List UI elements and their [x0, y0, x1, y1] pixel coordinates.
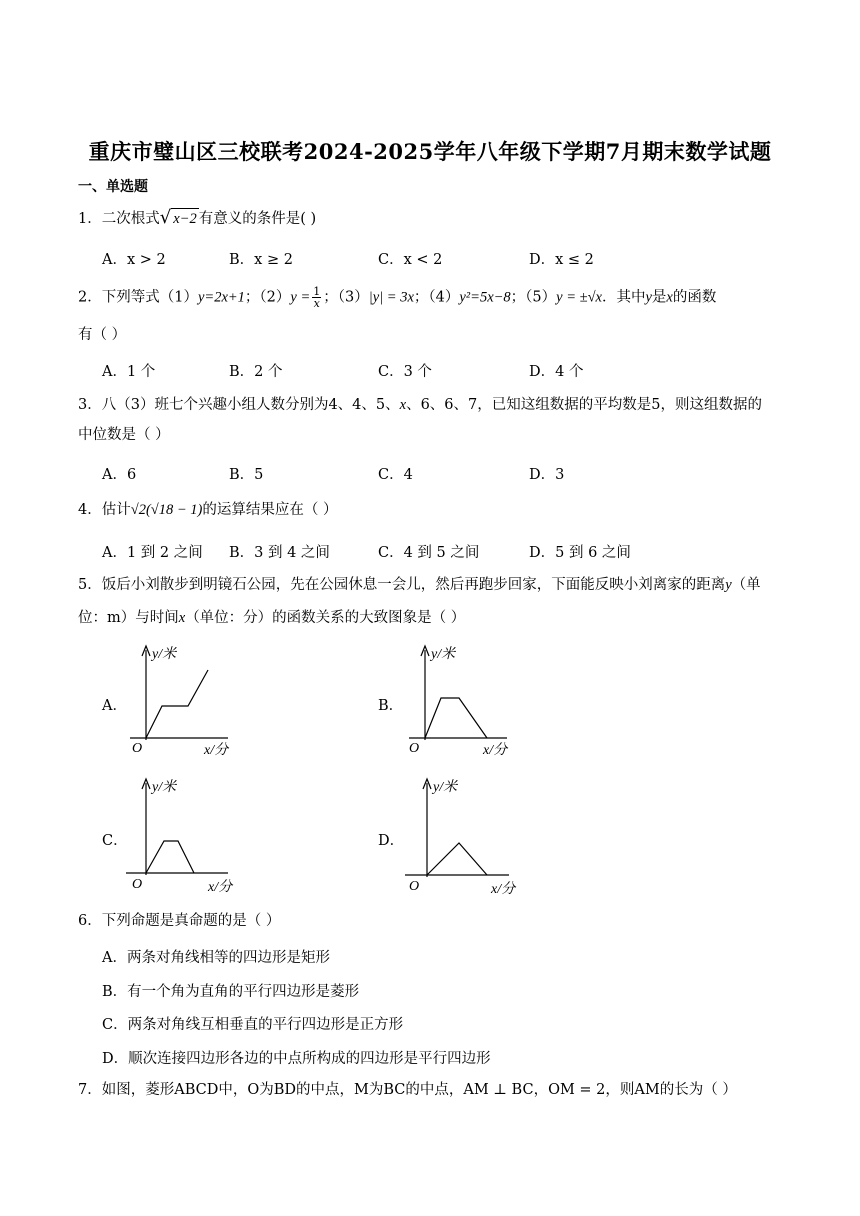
x-axis-label: x/分	[491, 882, 516, 897]
graph-c-label[interactable]: C．	[102, 833, 128, 849]
q3-option-d[interactable]: D．3	[529, 467, 565, 483]
origin-label: O	[409, 741, 420, 756]
q5-var-y: y	[725, 577, 732, 593]
q6-number: 6．	[78, 913, 102, 929]
q4-pre: 估计	[101, 502, 131, 518]
q4-post: 的运算结果应在（ ）	[202, 502, 338, 518]
q6-option-b[interactable]: B．有一个角为直角的平行四边形是菱形	[102, 984, 360, 1000]
q4-number: 4．	[78, 502, 102, 518]
q4-option-d[interactable]: D．5 到 6 之间	[529, 545, 631, 561]
q4-option-a[interactable]: A．1 到 2 之间	[102, 545, 203, 561]
x-axis-label: x/分	[483, 743, 508, 758]
graph-a-line	[146, 670, 208, 738]
graph-d	[397, 773, 532, 898]
graph-b	[397, 640, 527, 760]
q6-option-c[interactable]: C．两条对角线互相垂直的平行四边形是正方形	[102, 1017, 404, 1033]
q2-text-5: ；（5）	[510, 289, 557, 306]
question-6	[78, 911, 280, 931]
q2-text-8: 的函数	[672, 289, 717, 306]
q2-var-y: y	[645, 289, 652, 306]
q2-text-7: 是	[651, 289, 667, 306]
origin-label: O	[132, 741, 143, 756]
graph-b-label[interactable]: B．	[378, 698, 404, 714]
q3-var-x: x	[399, 397, 407, 413]
origin-label: O	[409, 879, 420, 894]
q2-eq-2-lhs: y =	[290, 289, 311, 306]
q2-text-6: ．其中	[601, 289, 646, 306]
question-4	[78, 500, 337, 520]
q2-line-2: 有（ ）	[78, 327, 127, 343]
question-5	[78, 575, 761, 595]
q2-text-1: 下列等式（1）	[101, 289, 198, 306]
y-axis-label: y/米	[433, 780, 458, 795]
graph-d-line	[427, 843, 487, 875]
q2-option-c[interactable]: C．3 个	[378, 364, 432, 380]
q1-option-b[interactable]: B．x ≥ 2	[229, 252, 293, 268]
fraction-numerator: 1	[313, 285, 321, 298]
q6-stem: 下列命题是真命题的是（ ）	[101, 913, 281, 929]
origin-label: O	[132, 877, 143, 892]
q3-option-b[interactable]: B．5	[229, 467, 264, 483]
q3-text-1: 八（3）班七个兴趣小组人数分别为4、4、5、	[101, 397, 400, 413]
q1-option-a[interactable]: A．x > 2	[102, 252, 166, 268]
x-axis-label: x/分	[208, 880, 233, 895]
q2-option-d[interactable]: D．4 个	[529, 364, 584, 380]
graph-a	[118, 640, 248, 760]
q5-var-x: x	[178, 610, 186, 626]
fraction-denominator: x	[313, 297, 320, 310]
q2-eq-5: y = ±√x	[556, 289, 602, 306]
graph-a-label[interactable]: A．	[102, 698, 127, 714]
q2-eq-4: y²=5x−8	[459, 289, 511, 306]
q4-option-b[interactable]: B．3 到 4 之间	[229, 545, 330, 561]
q3-option-a[interactable]: A．6	[102, 467, 137, 483]
q2-text-2: ；（2）	[244, 289, 291, 306]
q7-number: 7．	[78, 1082, 102, 1098]
q1-pre: 二次根式	[101, 211, 160, 227]
sqrt-sign: √	[159, 207, 172, 228]
q5-text-2: （单	[731, 577, 761, 593]
q3-number: 3．	[78, 397, 102, 413]
q5-text-3: 位：m）与时间	[78, 610, 179, 626]
q2-eq-1: y=2x+1	[197, 289, 245, 306]
y-axis-label: y/米	[152, 780, 177, 795]
graph-b-line	[425, 698, 487, 738]
q5-text-4: （单位：分）的函数关系的大致图象是（ ）	[185, 610, 466, 626]
q1-option-d[interactable]: D．x ≤ 2	[529, 252, 594, 268]
question-2	[78, 286, 716, 309]
q1-number: 1．	[78, 211, 102, 227]
q2-var-x: x	[666, 289, 673, 306]
q3-text-2: 、6、6、7，已知这组数据的平均数是5，则这组数据的	[406, 397, 762, 413]
y-axis-label: y/米	[431, 647, 456, 662]
q5-number: 5．	[78, 577, 102, 593]
page-title: 重庆市璧山区三校联考2024-2025学年八年级下学期7月期末数学试题	[88, 139, 772, 164]
q2-number: 2．	[78, 289, 102, 306]
graph-c-line	[146, 841, 194, 873]
q3-option-c[interactable]: C．4	[378, 467, 413, 483]
y-axis-label: y/米	[152, 647, 177, 662]
q2-eq-3: |y| = 3x	[368, 289, 414, 306]
q2-text-4: ；（4）	[413, 289, 460, 306]
question-1	[78, 208, 316, 229]
q6-option-d[interactable]: D．顺次连接四边形各边的中点所构成的四边形是平行四边形	[102, 1051, 491, 1067]
q6-option-a[interactable]: A．两条对角线相等的四边形是矩形	[102, 950, 330, 966]
q2-option-b[interactable]: B．2 个	[229, 364, 283, 380]
q2-fraction	[312, 286, 321, 309]
q5-text-1: 饭后小刘散步到明镜石公园，先在公园休息一会儿，然后再跑步回家，下面能反映小刘离家的距离	[101, 577, 726, 593]
graph-c	[118, 773, 248, 898]
question-7	[78, 1080, 737, 1100]
q2-text-3: ；（3）	[323, 289, 369, 306]
q3-line-2: 中位数是（ ）	[78, 427, 170, 443]
q2-option-a[interactable]: A．1 个	[102, 364, 156, 380]
question-3	[78, 395, 762, 415]
q1-option-c[interactable]: C．x < 2	[378, 252, 443, 268]
graph-d-label[interactable]: D．	[378, 833, 405, 849]
q4-option-c[interactable]: C．4 到 5 之间	[378, 545, 480, 561]
x-axis-label: x/分	[204, 743, 229, 758]
q1-post: 有意义的条件是( )	[198, 211, 317, 227]
q1-radicand: x−2	[171, 208, 198, 229]
section-heading: 一、单选题	[78, 179, 148, 195]
q4-expression: √2(√18 − 1)	[130, 502, 203, 518]
q7-text: 如图，菱形ABCD中，O为BD的中点，M为BC的中点，AM ⊥ BC，OM = 2，则AM的长为（ ）	[101, 1082, 737, 1098]
q5-line-2	[78, 608, 465, 628]
